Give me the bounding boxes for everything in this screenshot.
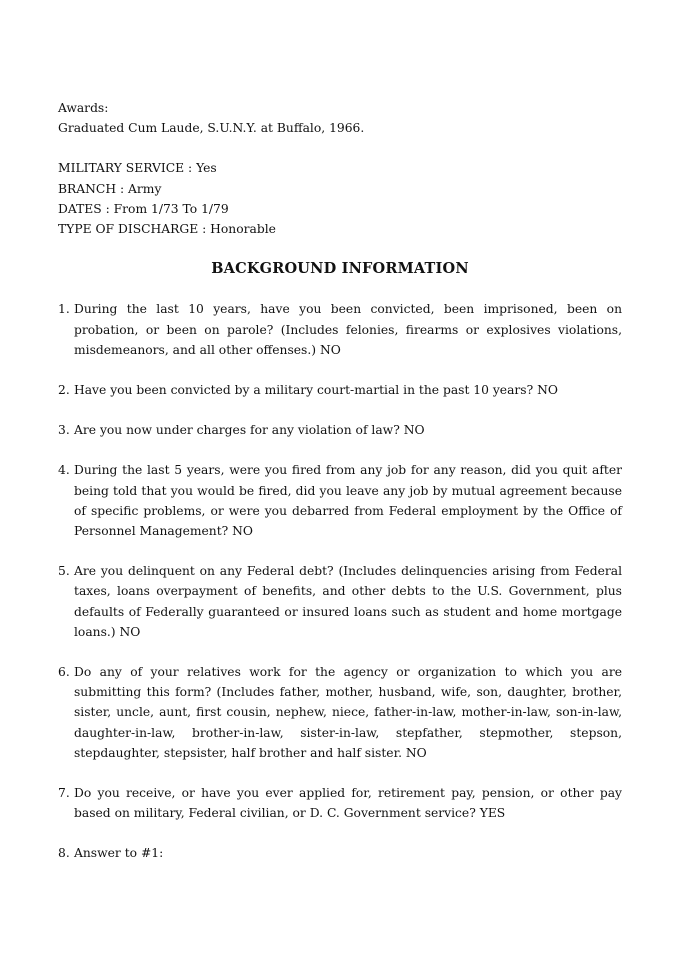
question-item <box>58 299 622 360</box>
question-number: 6. <box>58 665 70 680</box>
question-text: During the last 5 years, were you fired from any job for any reason, did you quit after being told that you would be fired, did you leave any job by mutual agreement because of specific problems, or were you debarred from Federal employment by the Office of Personnel Management? NO <box>74 463 622 539</box>
awards-section <box>58 98 622 138</box>
question-item <box>58 380 622 400</box>
question-number: 7. <box>58 786 70 801</box>
question-text: Do you receive, or have you ever applied for, retirement pay, pension, or other pay based on military, Federal civilian, or D. C. Government service? YES <box>74 786 622 821</box>
military-section <box>58 158 622 239</box>
question-item <box>58 420 622 440</box>
question-item <box>58 843 622 863</box>
question-number: 3. <box>58 423 70 438</box>
question-number: 1. <box>58 302 70 317</box>
question-text: Are you now under charges for any violation of law? NO <box>74 423 425 438</box>
question-number: 8. <box>58 846 70 861</box>
military-service: MILITARY SERVICE : Yes <box>58 161 217 176</box>
question-number: 2. <box>58 383 70 398</box>
awards-text: Graduated Cum Laude, S.U.N.Y. at Buffalo, 1966. <box>58 121 365 136</box>
military-branch: BRANCH : Army <box>58 181 162 196</box>
question-text: Are you delinquent on any Federal debt? (Includes delinquencies arising from Federal taxes, loans overpayment of benefits, and other debts to the U.S. Government, plus defaults of Federally guaranteed or insured loans such as student and home mortgage loans.) NO <box>74 564 622 639</box>
question-text: Have you been convicted by a military court-martial in the past 10 years? NO <box>74 383 558 398</box>
question-item <box>58 783 622 823</box>
document-page <box>58 98 622 884</box>
question-list <box>58 299 622 863</box>
section-heading: BACKGROUND INFORMATION <box>211 260 469 278</box>
question-text: Answer to #1: <box>74 846 164 861</box>
military-dates: DATES : From 1/73 To 1/79 <box>58 201 229 216</box>
military-discharge: TYPE OF DISCHARGE : Honorable <box>58 222 276 237</box>
question-text: During the last 10 years, have you been convicted, been imprisoned, been on probation, or been on parole? (Includes felonies, firearms or explosives violations, misdemeanors, and all other offenses.) NO <box>74 302 622 357</box>
question-item <box>58 561 622 642</box>
question-text: Do any of your relatives work for the agency or organization to which you are submitting this form? (Includes father, mother, husband, wife, son, daughter, brother, sister, uncle, aunt, first cousin, nephew, niece, father-in-law, mother-in-law, son-in-law, daughter-in-law, brother-in-law, sister-in-law, stepfather, stepmother, stepson, stepdaughter, stepsister, half brother and half sister. NO <box>74 665 622 760</box>
question-number: 4. <box>58 463 70 478</box>
awards-label: Awards: <box>58 101 109 115</box>
question-number: 5. <box>58 564 70 579</box>
question-item <box>58 662 622 763</box>
question-item <box>58 460 622 541</box>
